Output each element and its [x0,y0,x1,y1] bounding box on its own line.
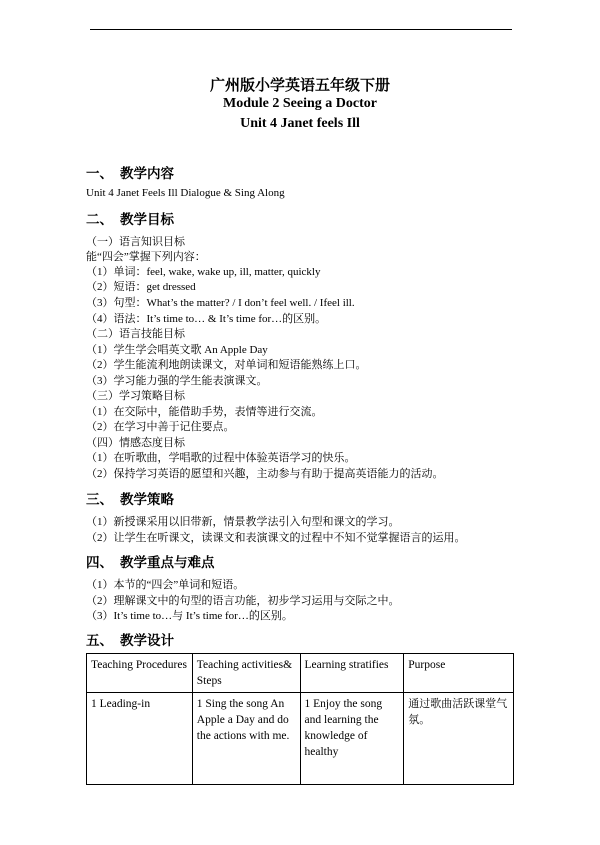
section-heading-key-points [86,551,215,571]
unit-title: Unit 4 Janet feels Ill [240,116,360,131]
section-heading-objectives [86,208,174,228]
key-point-line: （3）It’s time to…与 It’s time for…的区别。 [86,610,293,622]
document-title: 广州版小学英语五年级下册 [209,76,390,94]
objective-line: （2）短语：get dressed [86,281,196,293]
section-title: 教学重点与难点 [120,555,215,571]
section-number: 五、 [86,633,113,649]
top-rule [90,29,512,30]
section-heading-design [86,629,174,649]
objective-line: （1）单词：feel, wake, wake up, ill, matter, quickly [86,266,321,278]
strategy-line: （2）让学生在听课文，读课文和表演课文的过程中不知不觉掌握语言的运用。 [86,532,466,544]
teaching-design-table [86,653,514,785]
section-number: 四、 [86,555,113,571]
table-cell: 1 Leading-in [87,693,193,785]
objective-line: （2）保持学习英语的愿望和兴趣，主动参与有助于提高英语能力的活动。 [86,468,444,480]
objective-line: （3）句型：What’s the matter? / I don’t feel well. / Ifeel ill. [86,297,355,309]
table-header-cell: Purpose [404,654,514,693]
objective-line: （一）语言知识目标 [86,236,185,248]
objective-line: （2）学生能流利地朗读课文，对单词和短语能熟练上口。 [86,359,367,371]
key-point-line: （2）理解课文中的句型的语言功能，初步学习运用与交际之中。 [86,595,400,607]
section-heading-content [86,162,174,182]
table-header-cell: Teaching activities& Steps [192,654,300,693]
objective-line: （1）学生学会唱英文歌 An Apple Day [86,344,268,356]
table-cell: 1 Sing the song An Apple a Day and do the actions with me. [192,693,300,785]
section-number: 三、 [86,492,113,508]
objective-line: （3）学习能力强的学生能表演课文。 [86,375,268,387]
objective-line: （二）语言技能目标 [86,328,185,340]
section-title: 教学策略 [120,492,174,508]
section-title: 教学目标 [120,212,174,228]
objective-line: 能“四会”掌握下列内容： [86,251,206,263]
section-number: 二、 [86,212,113,228]
objective-line: （2）在学习中善于记住要点。 [86,421,235,433]
table-header-cell: Teaching Procedures [87,654,193,693]
objective-line: （1）在交际中，能借助手势，表情等进行交流。 [86,406,323,418]
objective-line: （三）学习策略目标 [86,390,185,402]
content-text: Unit 4 Janet Feels Ill Dialogue & Sing Along [86,187,285,199]
objective-line: （四）情感态度目标 [86,437,185,449]
strategy-line: （1）新授课采用以旧带新，情景教学法引入句型和课文的学习。 [86,516,400,528]
table-cell: 1 Enjoy the song and learning the knowledge of healthy [300,693,404,785]
table-row [87,693,514,785]
section-heading-strategy [86,488,174,508]
section-title: 教学内容 [120,166,174,182]
section-number: 一、 [86,166,113,182]
table-cell: 通过歌曲活跃课堂气氛。 [404,693,514,785]
table-header-cell: Learning stratifies [300,654,404,693]
module-title: Module 2 Seeing a Doctor [223,96,377,111]
section-title: 教学设计 [120,633,174,649]
key-point-line: （1）本节的“四会”单词和短语。 [86,579,245,591]
objective-line: （4）语法：It’s time to… & It’s time for…的区别。 [86,313,327,325]
objective-line: （1）在听歌曲，学唱歌的过程中体验英语学习的快乐。 [86,452,356,464]
table-header-row [87,654,514,693]
